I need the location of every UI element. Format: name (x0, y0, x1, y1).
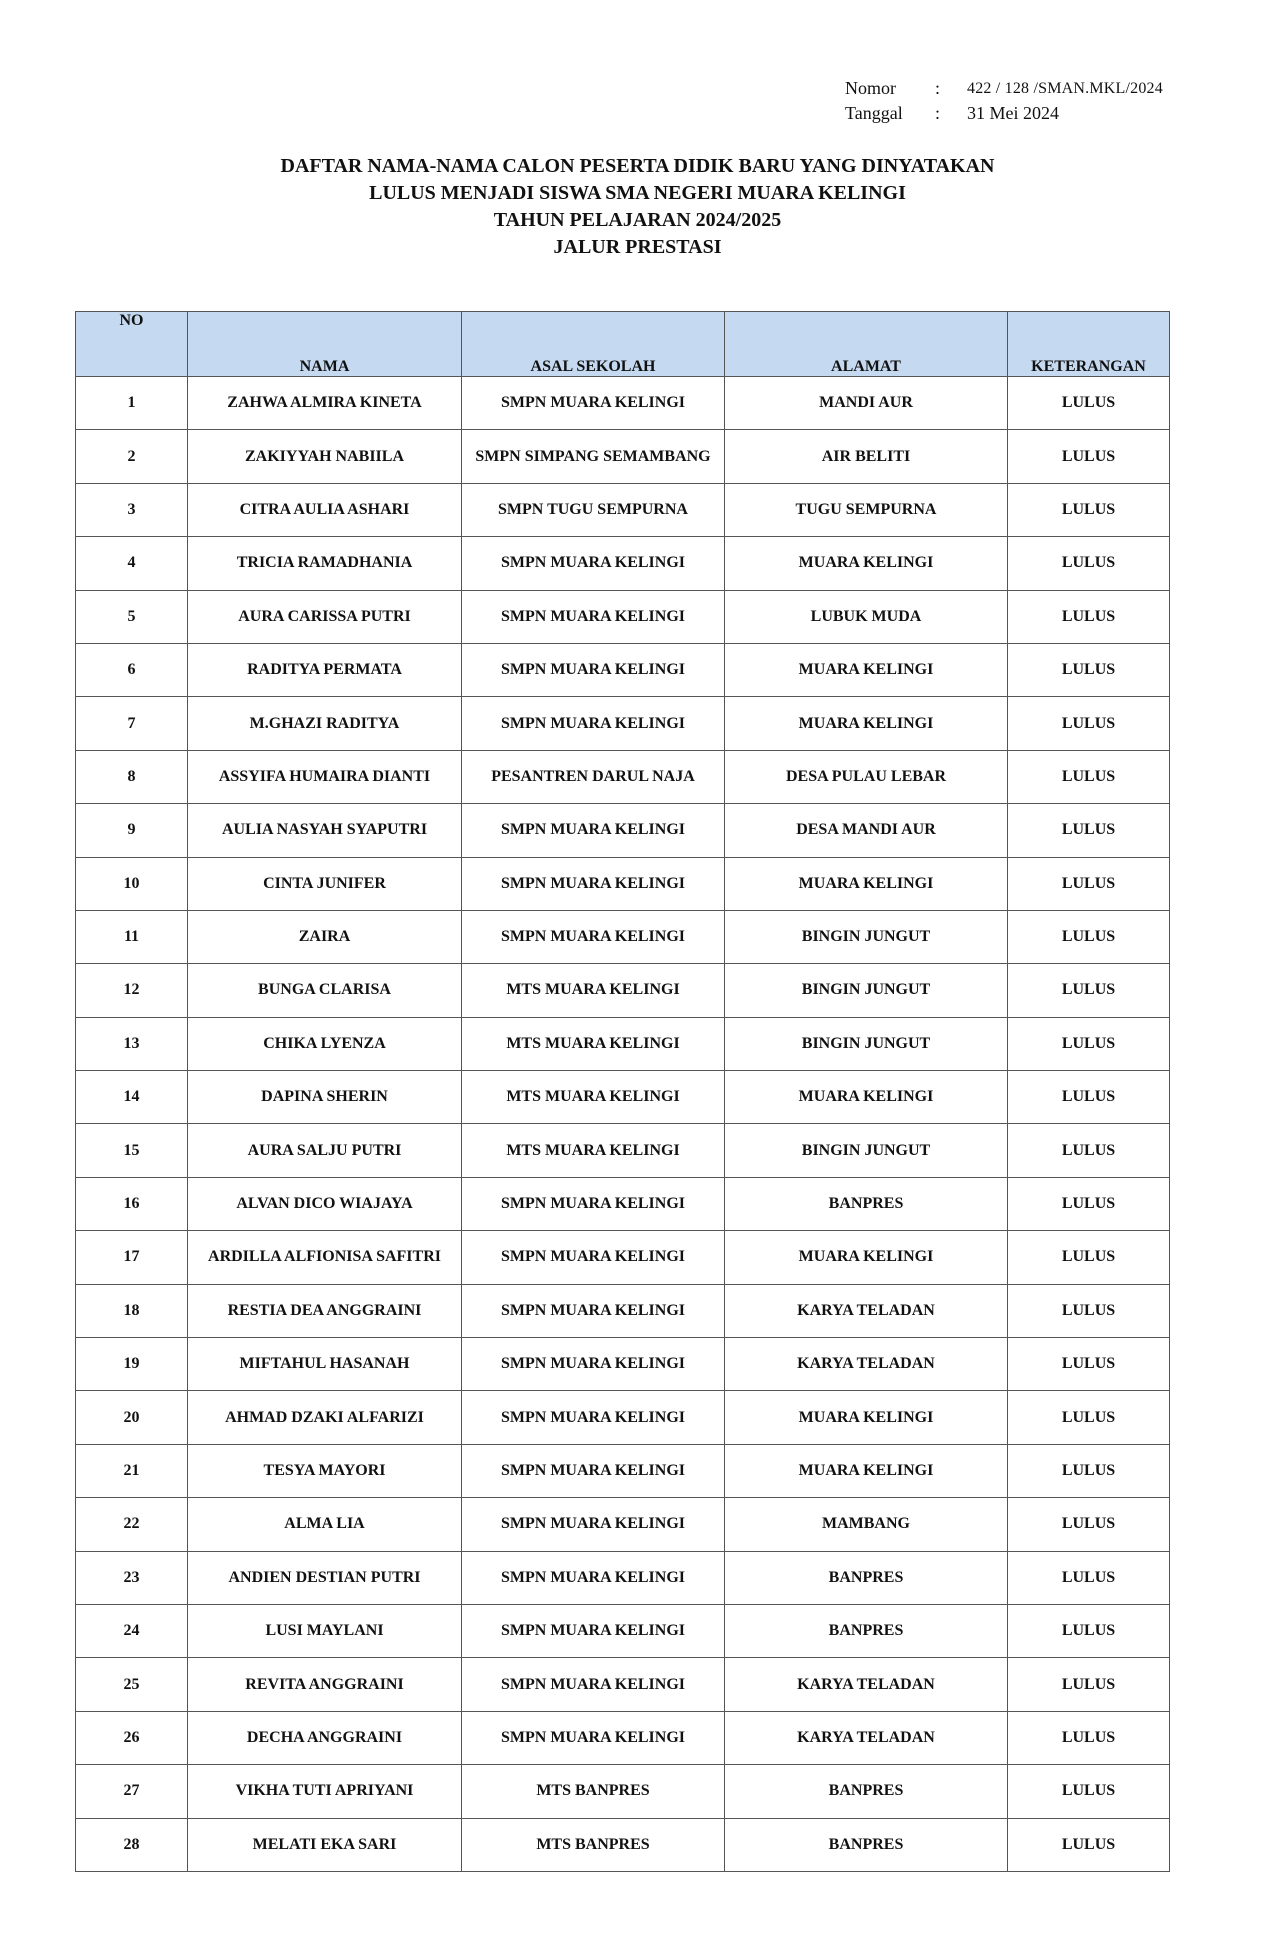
address: MUARA KELINGI (725, 1071, 1008, 1124)
row-number: 3 (76, 483, 188, 536)
reference-date-separator: : (935, 103, 941, 123)
row-number: 9 (76, 804, 188, 857)
table-row (76, 1498, 1170, 1551)
address: DESA MANDI AUR (725, 804, 1008, 857)
student-name: AURA CARISSA PUTRI (188, 590, 462, 643)
status: LULUS (1008, 1391, 1170, 1444)
origin-school: SMPN SIMPANG SEMAMBANG (462, 430, 725, 483)
origin-school: SMPN MUARA KELINGI (462, 1658, 725, 1711)
table-row (76, 1017, 1170, 1070)
student-name: TRICIA RAMADHANIA (188, 537, 462, 590)
table-row (76, 1071, 1170, 1124)
address: MANDI AUR (725, 377, 1008, 430)
student-name: ZAKIYYAH NABIILA (188, 430, 462, 483)
origin-school: SMPN MUARA KELINGI (462, 537, 725, 590)
table-row (76, 1284, 1170, 1337)
table-row (76, 1711, 1170, 1764)
table-row (76, 1765, 1170, 1818)
table-row (76, 377, 1170, 430)
address: BANPRES (725, 1818, 1008, 1871)
row-number: 23 (76, 1551, 188, 1604)
address: MUARA KELINGI (725, 1444, 1008, 1497)
status: LULUS (1008, 910, 1170, 963)
address: MUARA KELINGI (725, 1231, 1008, 1284)
origin-school: SMPN MUARA KELINGI (462, 1711, 725, 1764)
row-number: 19 (76, 1338, 188, 1391)
origin-school: SMPN MUARA KELINGI (462, 1338, 725, 1391)
row-number: 12 (76, 964, 188, 1017)
table-row (76, 697, 1170, 750)
student-name: ANDIEN DESTIAN PUTRI (188, 1551, 462, 1604)
status: LULUS (1008, 1231, 1170, 1284)
row-number: 25 (76, 1658, 188, 1711)
table-body (76, 377, 1170, 1872)
row-number: 15 (76, 1124, 188, 1177)
table-row (76, 750, 1170, 803)
table-row (76, 1338, 1170, 1391)
row-number: 7 (76, 697, 188, 750)
origin-school: SMPN MUARA KELINGI (462, 1177, 725, 1230)
title-line-3: TAHUN PELAJARAN 2024/2025 (493, 209, 782, 231)
table-row (76, 857, 1170, 910)
address: MUARA KELINGI (725, 697, 1008, 750)
origin-school: SMPN MUARA KELINGI (462, 377, 725, 430)
address: KARYA TELADAN (725, 1284, 1008, 1337)
student-name: BUNGA CLARISA (188, 964, 462, 1017)
status: LULUS (1008, 1444, 1170, 1497)
student-name: RESTIA DEA ANGGRAINI (188, 1284, 462, 1337)
address: MUARA KELINGI (725, 1391, 1008, 1444)
reference-number-value: 422 / 128 /SMAN.MKL/2024 (967, 80, 1163, 97)
row-number: 27 (76, 1765, 188, 1818)
origin-school: SMPN MUARA KELINGI (462, 643, 725, 696)
header-nama: NAMA (188, 312, 462, 377)
origin-school: MTS MUARA KELINGI (462, 1071, 725, 1124)
table-row (76, 643, 1170, 696)
row-number: 22 (76, 1498, 188, 1551)
address: AIR BELITI (725, 430, 1008, 483)
address: MUARA KELINGI (725, 537, 1008, 590)
student-name: AHMAD DZAKI ALFARIZI (188, 1391, 462, 1444)
row-number: 16 (76, 1177, 188, 1230)
status: LULUS (1008, 430, 1170, 483)
student-name: VIKHA TUTI APRIYANI (188, 1765, 462, 1818)
title-line-1: DAFTAR NAMA-NAMA CALON PESERTA DIDIK BARU YANG DINYATAKAN (280, 155, 995, 177)
student-name: RADITYA PERMATA (188, 643, 462, 696)
address: BINGIN JUNGUT (725, 910, 1008, 963)
student-list-table (75, 311, 1170, 1872)
table-row (76, 1658, 1170, 1711)
table-row (76, 964, 1170, 1017)
student-name: CINTA JUNIFER (188, 857, 462, 910)
address: KARYA TELADAN (725, 1711, 1008, 1764)
address: BINGIN JUNGUT (725, 1124, 1008, 1177)
header-no: NO (76, 312, 188, 377)
address: BANPRES (725, 1551, 1008, 1604)
student-name: AURA SALJU PUTRI (188, 1124, 462, 1177)
reference-date-value: 31 Mei 2024 (967, 103, 1059, 123)
student-name: DECHA ANGGRAINI (188, 1711, 462, 1764)
row-number: 1 (76, 377, 188, 430)
student-name: REVITA ANGGRAINI (188, 1658, 462, 1711)
table-row (76, 590, 1170, 643)
address: KARYA TELADAN (725, 1658, 1008, 1711)
row-number: 24 (76, 1604, 188, 1657)
status: LULUS (1008, 1604, 1170, 1657)
table-row (76, 483, 1170, 536)
table-row (76, 1818, 1170, 1871)
table-row (76, 1391, 1170, 1444)
status: LULUS (1008, 1124, 1170, 1177)
table-row (76, 1551, 1170, 1604)
status: LULUS (1008, 857, 1170, 910)
address: MUARA KELINGI (725, 857, 1008, 910)
origin-school: SMPN MUARA KELINGI (462, 1391, 725, 1444)
student-name: ALVAN DICO WIAJAYA (188, 1177, 462, 1230)
status: LULUS (1008, 1818, 1170, 1871)
status: LULUS (1008, 590, 1170, 643)
status: LULUS (1008, 483, 1170, 536)
row-number: 17 (76, 1231, 188, 1284)
row-number: 21 (76, 1444, 188, 1497)
student-name: CHIKA LYENZA (188, 1017, 462, 1070)
address: LUBUK MUDA (725, 590, 1008, 643)
student-name: ALMA LIA (188, 1498, 462, 1551)
row-number: 2 (76, 430, 188, 483)
reference-number-row (845, 76, 1163, 101)
student-name: CITRA AULIA ASHARI (188, 483, 462, 536)
address: BANPRES (725, 1765, 1008, 1818)
origin-school: SMPN MUARA KELINGI (462, 910, 725, 963)
origin-school: MTS BANPRES (462, 1818, 725, 1871)
status: LULUS (1008, 697, 1170, 750)
header-alamat: ALAMAT (725, 312, 1008, 377)
table-row (76, 430, 1170, 483)
origin-school: SMPN MUARA KELINGI (462, 1498, 725, 1551)
row-number: 4 (76, 537, 188, 590)
status: LULUS (1008, 1338, 1170, 1391)
table-row (76, 804, 1170, 857)
row-number: 5 (76, 590, 188, 643)
address: BANPRES (725, 1604, 1008, 1657)
address: BINGIN JUNGUT (725, 1017, 1008, 1070)
status: LULUS (1008, 377, 1170, 430)
row-number: 8 (76, 750, 188, 803)
table-row (76, 1231, 1170, 1284)
reference-date-row (845, 101, 1163, 126)
row-number: 28 (76, 1818, 188, 1871)
status: LULUS (1008, 1498, 1170, 1551)
row-number: 10 (76, 857, 188, 910)
row-number: 18 (76, 1284, 188, 1337)
student-name: M.GHAZI RADITYA (188, 697, 462, 750)
status: LULUS (1008, 1017, 1170, 1070)
origin-school: PESANTREN DARUL NAJA (462, 750, 725, 803)
origin-school: SMPN TUGU SEMPURNA (462, 483, 725, 536)
header-asal-sekolah: ASAL SEKOLAH (462, 312, 725, 377)
status: LULUS (1008, 1711, 1170, 1764)
document-title (0, 153, 1275, 261)
row-number: 26 (76, 1711, 188, 1764)
reference-number-label: Nomor (845, 78, 896, 98)
address: DESA PULAU LEBAR (725, 750, 1008, 803)
table-row (76, 910, 1170, 963)
row-number: 6 (76, 643, 188, 696)
origin-school: MTS MUARA KELINGI (462, 964, 725, 1017)
title-line-2: LULUS MENJADI SISWA SMA NEGERI MUARA KELINGI (369, 182, 906, 204)
status: LULUS (1008, 643, 1170, 696)
address: MUARA KELINGI (725, 643, 1008, 696)
table-header-row (76, 312, 1170, 377)
status: LULUS (1008, 1551, 1170, 1604)
student-name: DAPINA SHERIN (188, 1071, 462, 1124)
status: LULUS (1008, 1284, 1170, 1337)
origin-school: SMPN MUARA KELINGI (462, 1284, 725, 1337)
document-reference (845, 76, 1163, 126)
student-name: TESYA MAYORI (188, 1444, 462, 1497)
table-row (76, 1604, 1170, 1657)
origin-school: MTS MUARA KELINGI (462, 1124, 725, 1177)
student-name: AULIA NASYAH SYAPUTRI (188, 804, 462, 857)
origin-school: SMPN MUARA KELINGI (462, 1444, 725, 1497)
reference-number-separator: : (935, 78, 941, 98)
student-name: ZAIRA (188, 910, 462, 963)
origin-school: SMPN MUARA KELINGI (462, 857, 725, 910)
reference-date-label: Tanggal (845, 103, 903, 123)
table-row (76, 1444, 1170, 1497)
student-name: MELATI EKA SARI (188, 1818, 462, 1871)
table-row (76, 1124, 1170, 1177)
row-number: 13 (76, 1017, 188, 1070)
row-number: 11 (76, 910, 188, 963)
row-number: 20 (76, 1391, 188, 1444)
status: LULUS (1008, 1177, 1170, 1230)
origin-school: MTS MUARA KELINGI (462, 1017, 725, 1070)
origin-school: MTS BANPRES (462, 1765, 725, 1818)
row-number: 14 (76, 1071, 188, 1124)
table-row (76, 537, 1170, 590)
origin-school: SMPN MUARA KELINGI (462, 804, 725, 857)
status: LULUS (1008, 750, 1170, 803)
address: TUGU SEMPURNA (725, 483, 1008, 536)
address: KARYA TELADAN (725, 1338, 1008, 1391)
origin-school: SMPN MUARA KELINGI (462, 697, 725, 750)
student-name: MIFTAHUL HASANAH (188, 1338, 462, 1391)
origin-school: SMPN MUARA KELINGI (462, 1604, 725, 1657)
student-name: ASSYIFA HUMAIRA DIANTI (188, 750, 462, 803)
status: LULUS (1008, 1765, 1170, 1818)
title-line-4: JALUR PRESTASI (553, 236, 722, 258)
table-row (76, 1177, 1170, 1230)
origin-school: SMPN MUARA KELINGI (462, 1231, 725, 1284)
origin-school: SMPN MUARA KELINGI (462, 590, 725, 643)
origin-school: SMPN MUARA KELINGI (462, 1551, 725, 1604)
student-name: ARDILLA ALFIONISA SAFITRI (188, 1231, 462, 1284)
status: LULUS (1008, 1071, 1170, 1124)
status: LULUS (1008, 804, 1170, 857)
status: LULUS (1008, 1658, 1170, 1711)
address: BANPRES (725, 1177, 1008, 1230)
address: BINGIN JUNGUT (725, 964, 1008, 1017)
header-keterangan: KETERANGAN (1008, 312, 1170, 377)
address: MAMBANG (725, 1498, 1008, 1551)
status: LULUS (1008, 537, 1170, 590)
student-name: ZAHWA ALMIRA KINETA (188, 377, 462, 430)
status: LULUS (1008, 964, 1170, 1017)
student-name: LUSI MAYLANI (188, 1604, 462, 1657)
